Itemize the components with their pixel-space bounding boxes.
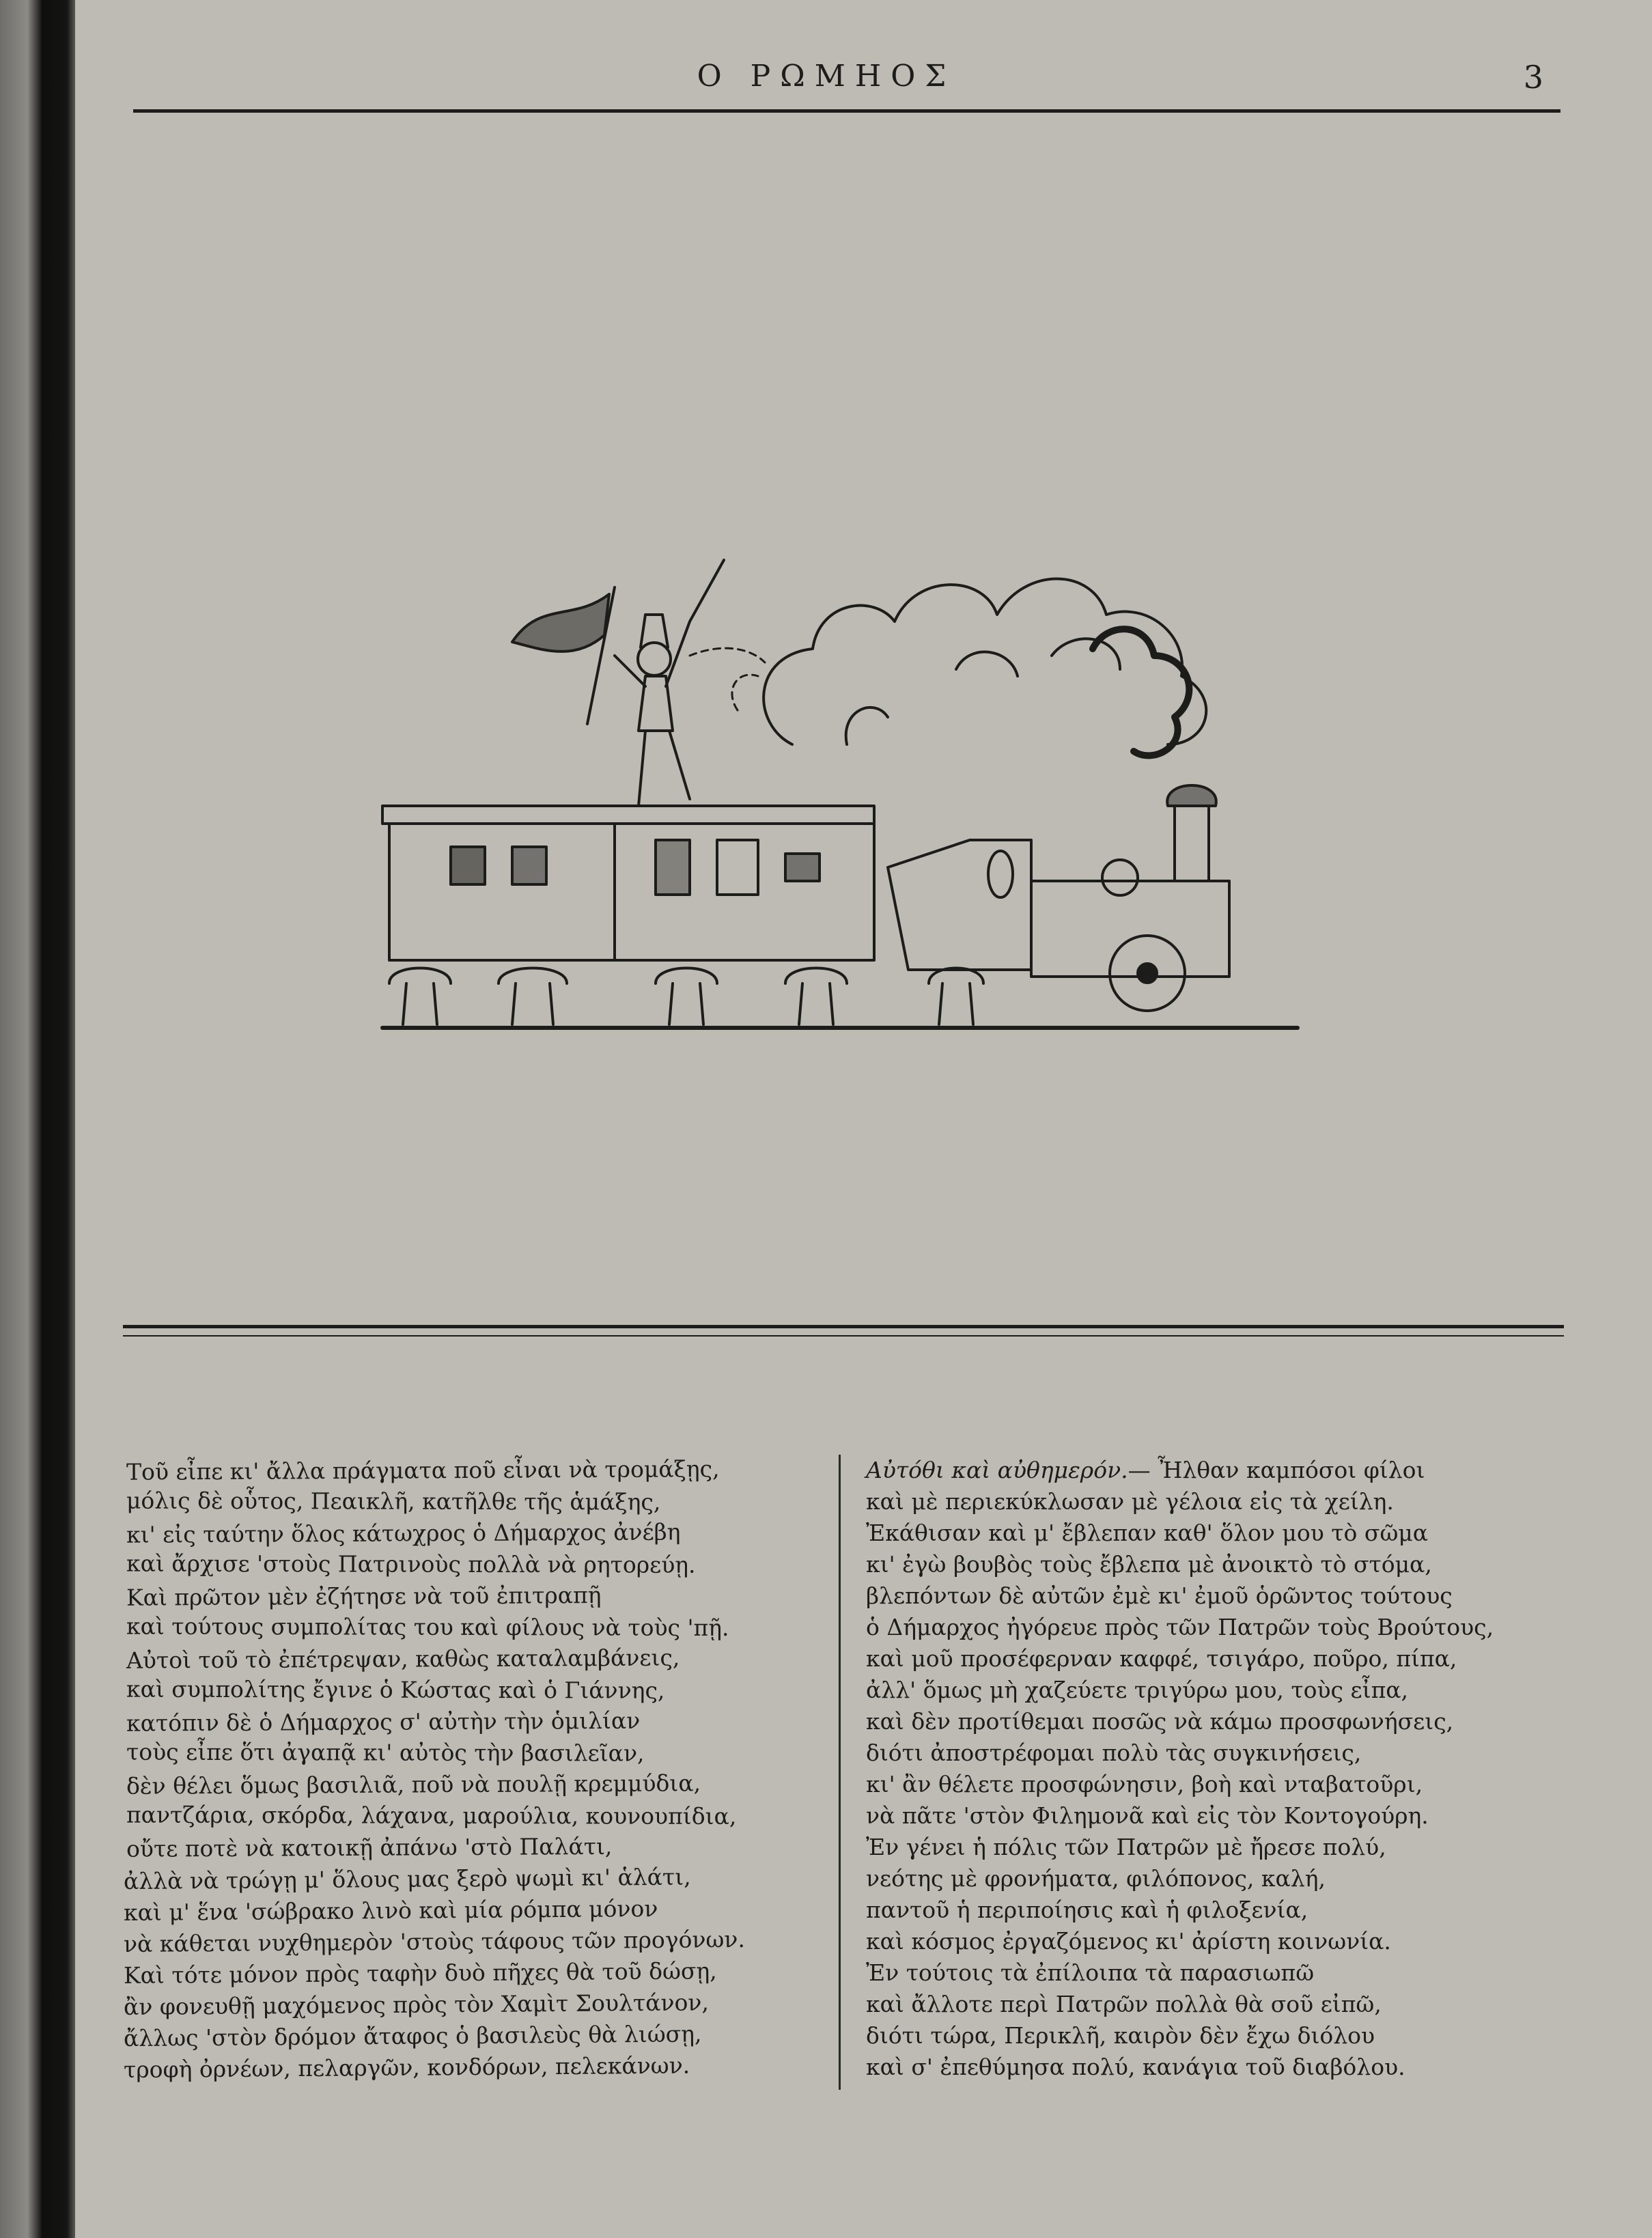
carriage-2 [615,824,874,960]
smoke-trail [690,648,765,710]
newspaper-title: Ο ΡΩΜΗΟΣ [697,59,956,94]
poem-line: βλεπόντων δὲ αὐτῶν ἐμὲ κι' ἐμοῦ ὁρῶντος τούτους [866,1582,1453,1609]
poem-line: κατόπιν δὲ ὁ Δήμαρχος σ' αὐτὴν τὴν ὁμιλίαν [126,1707,641,1737]
poem-line: κι' ἂν θέλετε προσφώνησιν, βοὴ καὶ νταβατοῦρι, [866,1771,1423,1798]
poem-line: οὔτε ποτὲ νὰ κατοικῇ ἀπάνω 'στὸ Παλάτι, [126,1832,613,1862]
header-rule [133,109,1560,113]
locomotive-boiler [1031,881,1229,977]
poem-line: καὶ ἄλλοτε περὶ Πατρῶν πολλὰ θὰ σοῦ εἰπῶ, [866,1991,1382,2017]
drive-wheel-hub [1138,964,1157,983]
window [785,854,820,881]
poem-line: νεότης μὲ φρονήματα, φιλόπονος, καλή, [866,1865,1326,1892]
poem-line: Καὶ πρῶτον μὲν ἐζήτησε νὰ τοῦ ἐπιτραπῇ [126,1582,602,1611]
poem-line: κι' ἐγὼ βουβὸς τοὺς ἔβλεπα μὲ ἀνοικτὸ τὸ στόμα, [866,1551,1432,1578]
smoke-cloud-dark [1093,629,1189,755]
poem-line: τροφὴ ὀρνέων, πελαργῶν, κονδόρων, πελεκάνων. [123,2052,690,2084]
poem-line: ἀλλὰ νὰ τρώγῃ μ' ὅλους μας ξερὸ ψωμὶ κι' ἁλάτι, [123,1863,691,1895]
window [656,840,690,895]
wheel-bogie [656,968,717,1025]
smoke-cloud [764,579,1206,745]
poem-line: παντζάρια, σκόρδα, λάχανα, μαρούλια, κουνουπίδια, [126,1801,737,1830]
section-rule-thin [123,1335,1564,1337]
figure-head [638,643,671,675]
poem-line: νὰ κάθεται νυχθημερὸν 'στοὺς τάφους τῶν προγόνων. [123,1925,746,1958]
poem-line: καὶ συμπολίτης ἔγινε ὁ Κώστας καὶ ὁ Γιάννης, [126,1675,665,1704]
poem-left-column [123,1455,830,2084]
poem-line: ἄλλως 'στὸν δρόμον ἄταφος ὁ βασιλεὺς θὰ λιώσῃ, [123,2020,702,2052]
wheel-bogie [785,968,847,1025]
poem-line: Καὶ τότε μόνον πρὸς ταφὴν δυὸ πῆχες θὰ τοῦ δώσῃ, [123,1957,717,1989]
figure-legs [639,731,690,806]
window [451,847,485,884]
section-heading-italic: Αὐτόθι καὶ αὐθημερόν. [866,1457,1128,1483]
poem-line: καὶ μ' ἕνα 'σώβρακο λινὸ καὶ μία ρόμπα μόνον [123,1894,658,1927]
poem-line: ἂν φονευθῇ μαχόμενος πρὸς τὸν Χαμὶτ Σουλτάνον, [123,1989,710,2021]
poem-line: Τοῦ εἶπε κι' ἄλλα πράγματα ποῦ εἶναι νὰ τρομάξῃς, [126,1455,720,1485]
poem-line: Αὐτοὶ τοῦ τὸ ἐπέτρεψαν, καθὼς καταλαμβάνεις, [126,1644,680,1674]
poem-line: διότι τώρα, Περικλῆ, καιρὸν δὲν ἔχω διόλου [866,2022,1375,2049]
poem-line: μόλις δὲ οὗτος, Πεαικλῆ, κατῆλθε τῆς ἁμάξης, [126,1487,661,1515]
poem-line: καὶ μοῦ προσέφερναν καφφέ, τσιγάρο, ποῦρο, πίπα, [866,1645,1457,1672]
cab-window [988,851,1013,897]
poem-line: καὶ ἄρχισε 'στοὺς Πατρινοὺς πολλὰ νὰ ρητορεύῃ. [126,1550,696,1578]
column-divider [839,1455,841,2090]
poem-line: τοὺς εἶπε ὅτι ἀγαπᾷ κι' αὐτὸς τὴν βασιλεῖαν, [126,1738,645,1767]
poem-line: Ἐκάθισαν καὶ μ' ἔβλεπαν καθ' ὅλον μου τὸ σῶμα [866,1520,1429,1546]
wheel-bogie [389,968,451,1025]
wheel-bogie [929,968,983,1025]
train-cartoon-illustration [369,519,1352,1059]
carriage-roof [382,806,874,824]
poem-line: ἀλλ' ὅμως μὴ χαζεύετε τριγύρω μου, τοὺς εἶπα, [866,1677,1409,1703]
poem-line: Ἐν γένει ἡ πόλις τῶν Πατρῶν μὲ ἤρεσε πολύ, [866,1834,1386,1860]
page-number: 3 [1523,59,1543,96]
window [717,840,758,895]
poem-line: παντοῦ ἡ περιποίησις καὶ ἡ φιλοξενία, [866,1897,1308,1923]
chimney-top [1167,785,1216,806]
poem-right-column [866,1455,1549,2083]
poem-line: διότι ἀποστρέφομαι πολὺ τὰς συγκινήσεις, [866,1739,1362,1766]
poem-line: καὶ δὲν προτίθεμαι ποσῶς νὰ κάμω προσφωνήσεις, [866,1708,1454,1735]
poem-line: καὶ τούτους συμπολίτας του καὶ φίλους νὰ τοὺς 'πῇ. [126,1612,729,1641]
poem-line: δὲν θέλει ὅμως βασιλιᾶ, ποῦ νὰ πουλῇ κρεμμύδια, [126,1770,701,1800]
wheel-bogie [499,968,567,1025]
intro-text: — Ἦλθαν καμπόσοι φίλοι [1128,1457,1425,1483]
carriage-1 [389,824,615,960]
poem-line: καὶ σ' ἐπεθύμησα πολύ, κανάγια τοῦ διαβόλου. [866,2054,1405,2080]
poem-line-intro [866,1455,1549,1486]
flag [512,594,609,652]
locomotive-chimney [1175,806,1209,881]
section-rule [123,1325,1564,1328]
smoke-cloud-inner [846,639,1120,744]
window [512,847,546,884]
poem-line: νὰ πᾶτε 'στὸν Φιλημονᾶ καὶ εἰς τὸν Κοντογούρη. [866,1802,1429,1829]
poem-line: Ἐν τούτοις τὰ ἐπίλοιπα τὰ παρασιωπῶ [866,1959,1315,1986]
book-binding-edge [0,0,75,2238]
poem-line: καὶ μὲ περιεκύκλωσαν μὲ γέλοια εἰς τὰ χείλη. [866,1488,1394,1515]
poem-line: ὁ Δήμαρχος ἠγόρευε πρὸς τῶν Πατρῶν τοὺς Βρούτους, [866,1614,1494,1640]
locomotive-dome [1102,860,1138,895]
poem-line: κι' εἰς ταύτην ὅλος κάτωχρος ὁ Δήμαρχος ἀνέβη [126,1518,681,1548]
poem-line: καὶ κόσμος ἐργαζόμενος κι' ἀρίστη κοινωνία. [866,1928,1391,1955]
